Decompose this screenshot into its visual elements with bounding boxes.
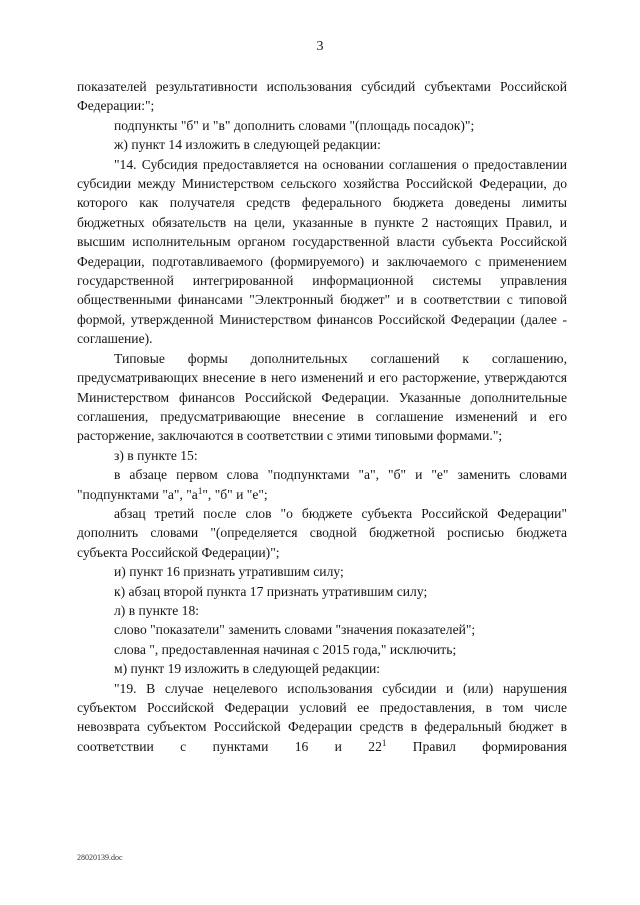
paragraph-text: к) абзац второй пункта 17 признать утратившим силу; <box>114 583 428 599</box>
paragraph-text: абзац третий после слов "о бюджете субъекта Российской Федерации" дополнить словами "(определяется сводной бюджетной росписью бюджета субъекта Российской Федерации)"; <box>77 505 567 560</box>
paragraph-text: показателей результативности использования субсидий субъектами Российской Федерации:"; <box>77 79 567 114</box>
paragraph-text: и) пункт 16 признать утратившим силу; <box>114 564 344 580</box>
paragraph-text: ж) пункт 14 изложить в следующей редакции: <box>114 137 381 153</box>
paragraph <box>77 679 567 757</box>
paragraph <box>77 349 567 446</box>
paragraph-text: "19. В случае нецелевого использования субсидии и (или) нарушения субъектом Российской Федерации условий ее предоставления, в том числе невозврата субъектом Российской Федерации средств в федеральный бюджет в соответствии с пунктами 16 и 22 <box>77 680 567 754</box>
paragraph <box>77 620 567 639</box>
superscript: 1 <box>381 737 387 748</box>
paragraph <box>77 601 567 620</box>
page-number: 3 <box>316 39 324 54</box>
paragraph <box>77 640 567 659</box>
paragraph-text-continuation: ", "б" и "е"; <box>202 486 268 502</box>
paragraph-text-continuation: Правил формирования <box>386 738 567 754</box>
paragraph-text: л) в пункте 18: <box>114 602 200 618</box>
paragraph-text: Типовые формы дополнительных соглашений к соглашению, предусматривающих внесение в него изменений и его расторжение, утверждаются Министерством финансов Российской Федерации. Указанные дополнительные соглашения, предусматривающие внесение в соглашение изменений и его расторжение, заключаются в соответствии с этими типовыми формами."; <box>77 350 567 444</box>
paragraph-text: слово "показатели" заменить словами "значения показателей"; <box>114 622 476 638</box>
paragraph-text: м) пункт 19 изложить в следующей редакции: <box>114 661 381 677</box>
paragraph <box>77 135 567 154</box>
paragraph <box>77 446 567 465</box>
document-body <box>77 77 567 756</box>
paragraph <box>77 659 567 678</box>
paragraph-text: з) в пункте 15: <box>114 447 198 463</box>
paragraph <box>77 116 567 135</box>
footer-filename: 28020139.doc <box>77 853 123 862</box>
paragraph-text: в абзаце первом слова "подпунктами "а", "б" и "е" заменить словами "подпунктами "а", "а <box>77 467 567 502</box>
paragraph <box>77 77 567 116</box>
paragraph-text: подпункты "б" и "в" дополнить словами "(площадь посадок)"; <box>114 117 475 133</box>
paragraph <box>77 465 567 504</box>
paragraph-text: "14. Субсидия предоставляется на основании соглашения о предоставлении субсидии между Министерством сельского хозяйства Российской Федерации, до которого как получателя средств федерального бюджета доведены лимиты бюджетных обязательств на цели, указанные в пункте 2 настоящих Правил, и высшим исполнительным органом государственной власти субъекта Российской Федерации, подготавливаемого (формируемого) и заключаемого с применением государственной интегрированной информационной системы управления общественными финансами "Электронный бюджет" и в соответствии с типовой формой, утвержденной Министерством финансов Российской Федерации (далее - соглашение). <box>77 156 567 347</box>
paragraph <box>77 562 567 581</box>
paragraph <box>77 582 567 601</box>
superscript: 1 <box>197 485 203 496</box>
paragraph-text: слова ", предоставленная начиная с 2015 года," исключить; <box>114 641 457 657</box>
paragraph <box>77 504 567 562</box>
paragraph <box>77 155 567 349</box>
